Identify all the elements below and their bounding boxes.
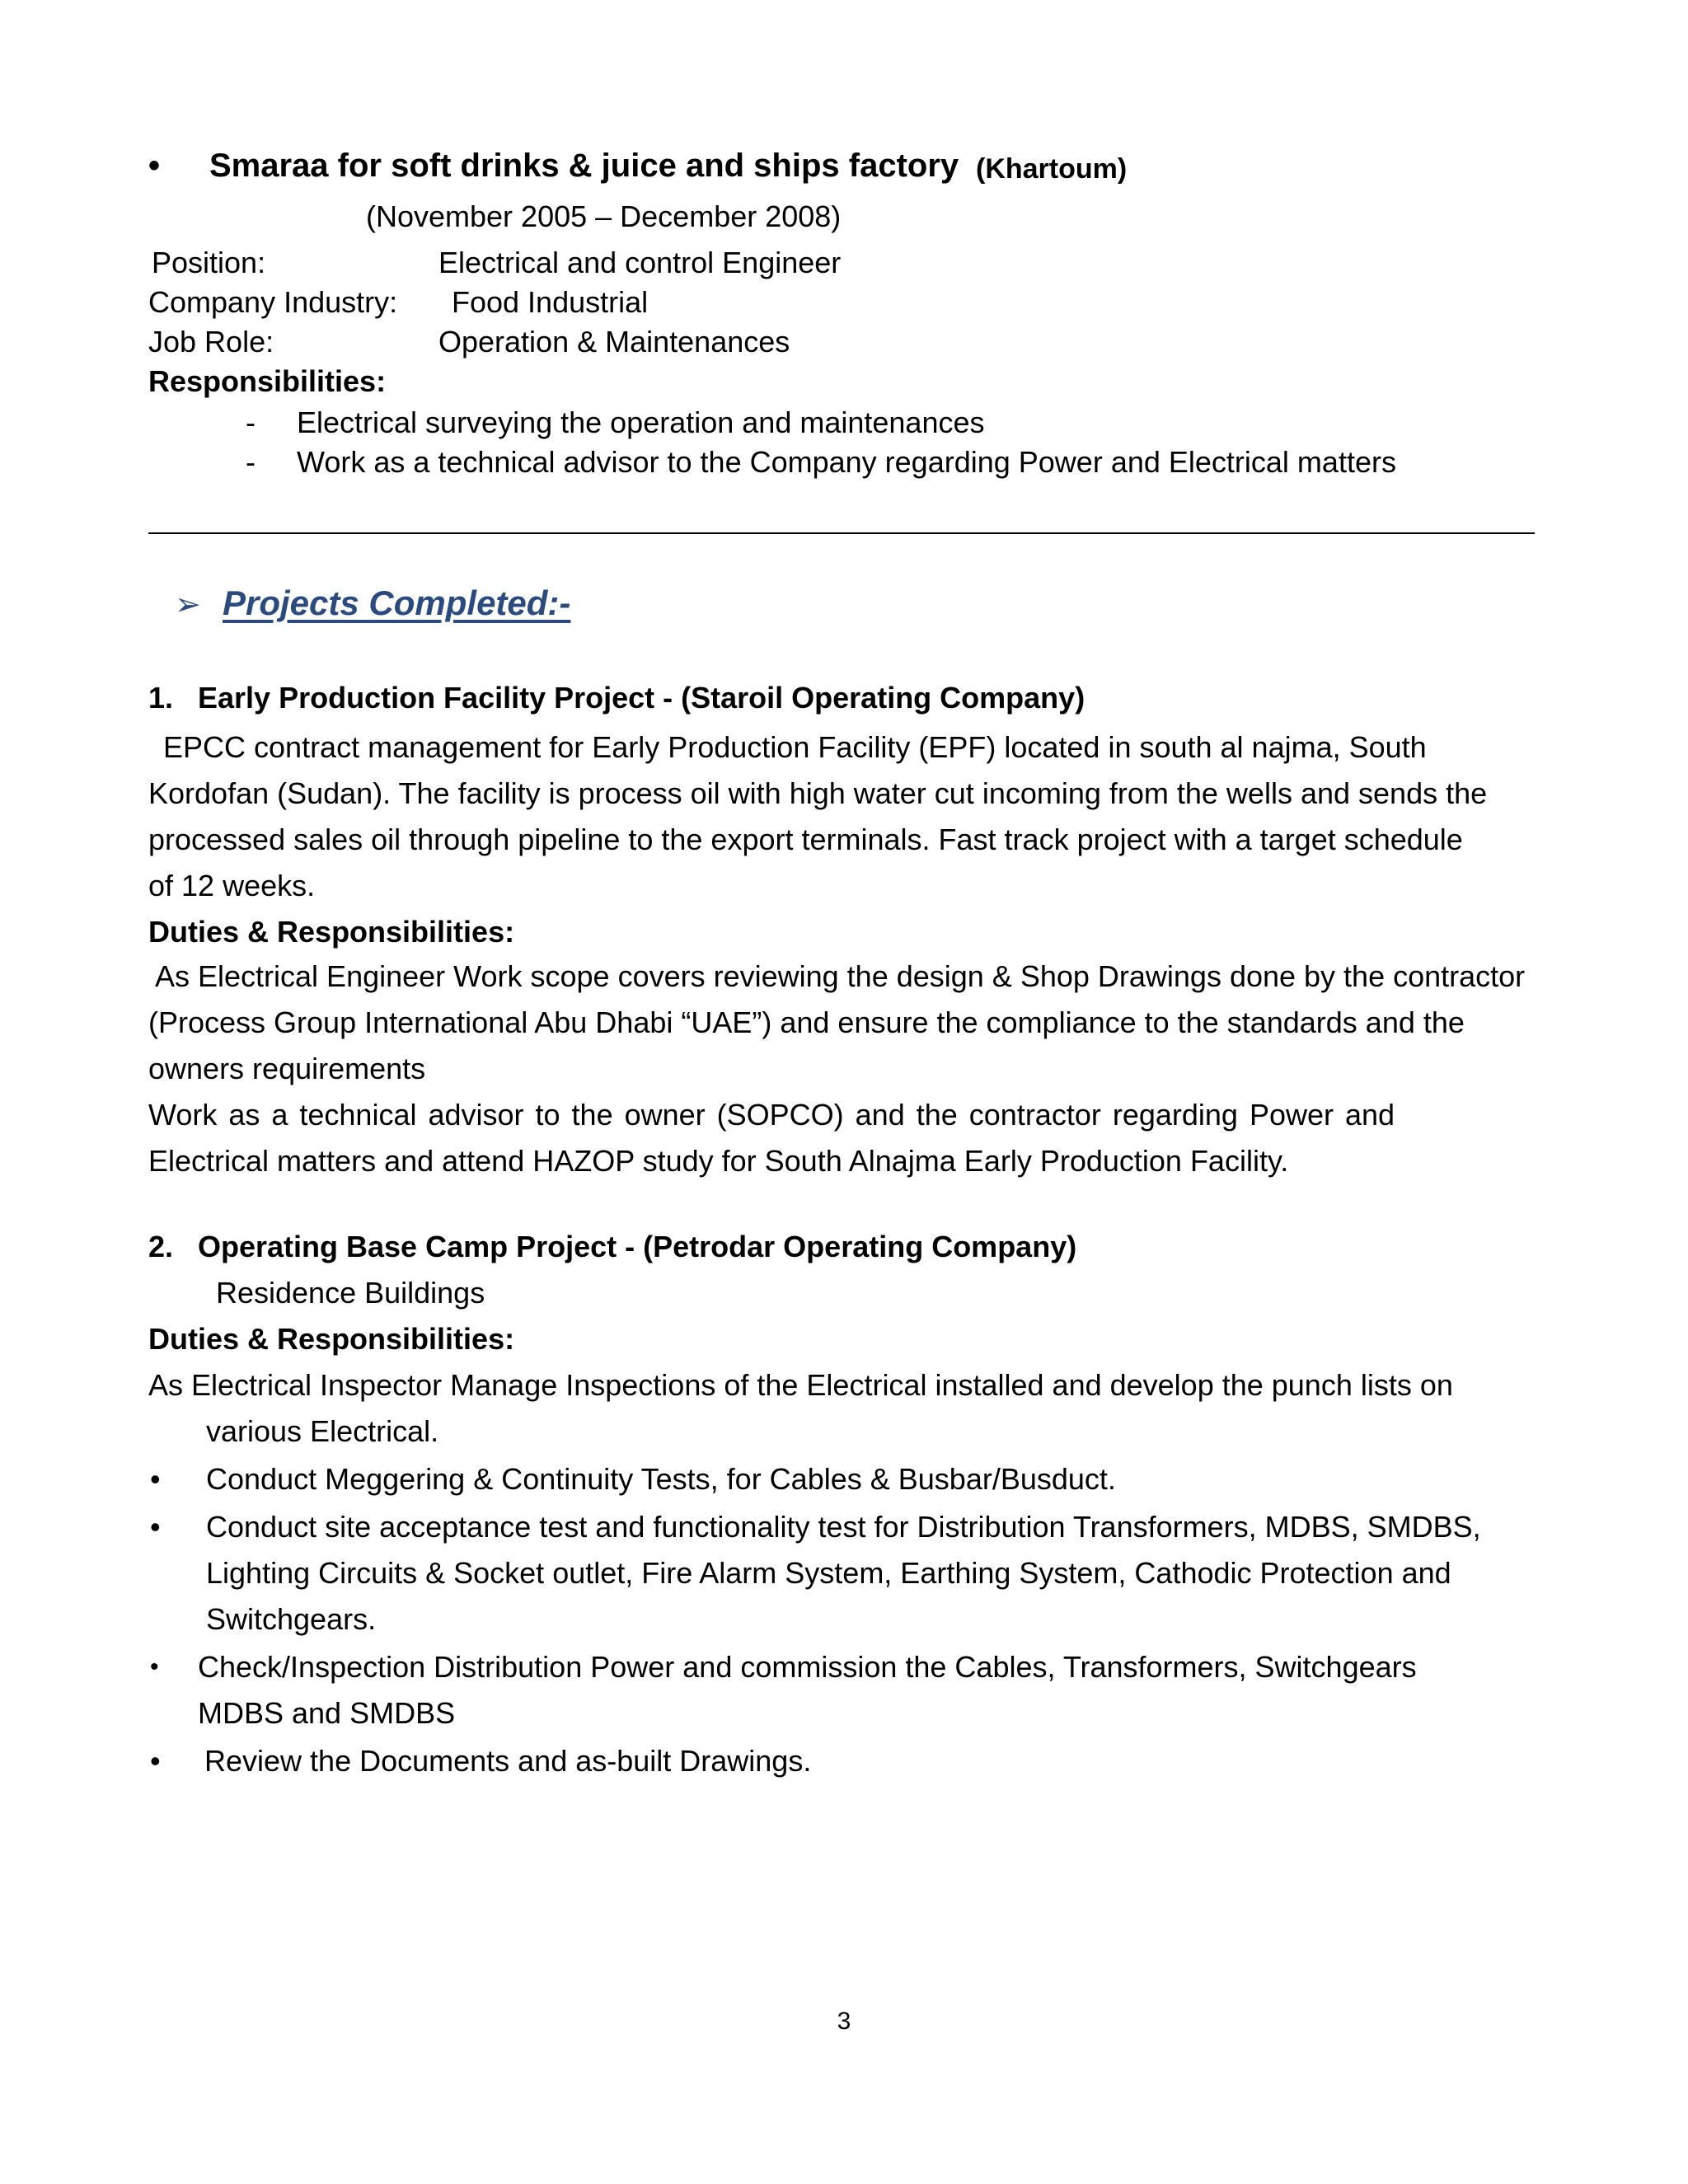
bullet-dot: • (150, 1653, 159, 1680)
resp-item: Work as a technical advisor to the Company regarding Power and Electrical matters (297, 445, 1396, 479)
bullet-line: Check/Inspection Distribution Power and commission the Cables, Transformers, Switchgears (198, 1650, 1417, 1684)
field-label-industry: Company Industry: (148, 285, 398, 319)
duties-line: As Electrical Engineer Work scope covers reviewing the design & Shop Drawings done by the contractor (155, 959, 1526, 993)
project-subtitle: Residence Buildings (216, 1276, 485, 1310)
field-value-position: Electrical and control Engineer (438, 246, 842, 279)
job-dates: (November 2005 – December 2008) (366, 199, 842, 233)
duties-line: Electrical matters and attend HAZOP study for South Alnajma Early Production Facility. (148, 1144, 1289, 1178)
bullet-line: Review the Documents and as-built Drawings. (204, 1744, 812, 1778)
bullet-line: Conduct Meggering & Continuity Tests, for Cables & Busbar/Busduct. (206, 1462, 1116, 1496)
duties-label: Duties & Responsibilities: (148, 915, 515, 949)
project-desc-line: of 12 weeks. (148, 869, 316, 902)
intro-line: As Electrical Inspector Manage Inspections of the Electrical installed and develop the punch lists on (148, 1368, 1453, 1402)
duties-line: Work as a technical advisor to the owner (SOPCO) and the contractor regarding Power and (148, 1098, 1395, 1132)
duties-label: Duties & Responsibilities: (148, 1322, 515, 1356)
job-bullet: • (148, 148, 161, 184)
project-desc-line: EPCC contract management for Early Production Facility (EPF) located in south al najma, South (163, 730, 1427, 764)
bullet-dot: • (150, 1462, 161, 1496)
project-title: Operating Base Camp Project - (Petrodar Operating Company) (198, 1230, 1077, 1263)
bullet-line: Conduct site acceptance test and functionality test for Distribution Transformers, MDBS, SMDBS, (206, 1510, 1481, 1544)
job-company: Smaraa for soft drinks & juice and ships factory (209, 148, 959, 184)
bullet-line: MDBS and SMDBS (198, 1696, 456, 1730)
project-title: Early Production Facility Project - (Staroil Operating Company) (198, 681, 1085, 715)
page-number: 3 (837, 2008, 851, 2035)
duties-line: owners requirements (148, 1052, 426, 1085)
project-desc-line: Kordofan (Sudan). The facility is process oil with high water cut incoming from the wells and sends the (148, 776, 1488, 810)
job-location: (Khartoum) (976, 153, 1128, 185)
section-divider (148, 532, 1535, 534)
duties-line: (Process Group International Abu Dhabi “UAE”) and ensure the compliance to the standards and the (148, 1005, 1465, 1039)
bullet-dot: • (150, 1744, 161, 1778)
bullet-dot: • (150, 1510, 161, 1544)
projects-heading (175, 583, 570, 623)
bullet-line: Lighting Circuits & Socket outlet, Fire Alarm System, Earthing System, Cathodic Protection and (206, 1556, 1451, 1590)
field-value-jobrole: Operation & Maintenances (438, 325, 790, 359)
projects-heading-text: Projects Completed:- (223, 583, 571, 622)
resp-dash: - (246, 445, 256, 479)
field-label-position: Position: (152, 246, 266, 279)
project-number: 1. (148, 681, 174, 715)
bullet-line: Switchgears. (206, 1602, 377, 1636)
arrow-bullet-icon: ➢ (175, 588, 201, 622)
responsibilities-label: Responsibilities: (148, 364, 387, 398)
resp-dash: - (246, 405, 256, 439)
field-label-jobrole: Job Role: (148, 325, 274, 359)
resp-item: Electrical surveying the operation and maintenances (297, 405, 985, 439)
project-desc-line: processed sales oil through pipeline to the export terminals. Fast track project with a target schedule (148, 823, 1463, 856)
project-number: 2. (148, 1230, 174, 1263)
intro-line: various Electrical. (206, 1414, 439, 1448)
field-value-industry: Food Industrial (452, 285, 649, 319)
